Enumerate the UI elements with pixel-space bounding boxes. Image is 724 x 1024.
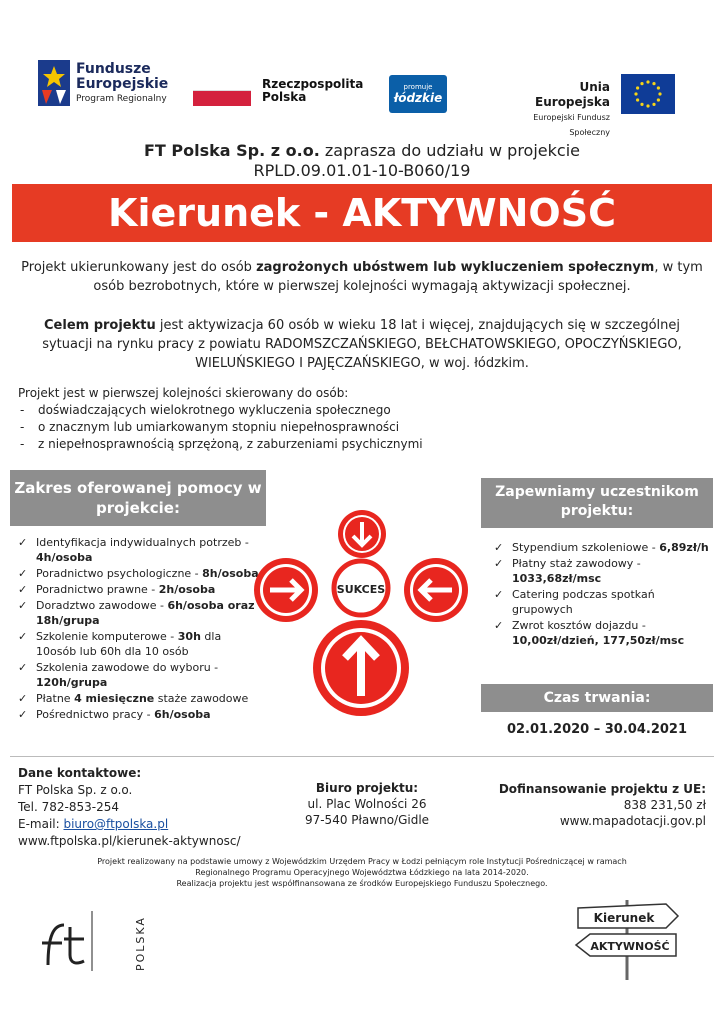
fundusze-europejskie-star-logo-icon [38,60,70,106]
offer-title-box: Zakres oferowanej pomocy w projekcie: [10,470,266,526]
target-list [18,402,618,453]
eu-star-icon [634,92,637,95]
intro-p2-b: jest aktywizacja 60 osób w wieku 18 lat i więcej, znajdujących się w szczególnej sytuacji na rynku pracy z powiatu RADOMSZCZAŃSKIEGO, BEŁCHATOWSKIEGO, OPOCZYŃSKIEGO, WIELUŃSKIEGO I PAJĘCZAŃSKIEGO, w woj. łódzkim. [42,318,682,371]
office-street: ul. Plac Wolności 26 [307,797,427,811]
funding-url[interactable]: www.mapadotacji.gov.pl [559,814,706,828]
eu-star-icon [646,80,649,83]
ft-polska-logo-icon [40,905,160,975]
intro-p1-a: Projekt ukierunkowany jest do osób [21,260,257,275]
fe-line2: Europejskie [76,76,169,92]
provide-title-box: Zapewniamy uczestnikom projektu: [481,478,713,528]
offer-list [14,535,264,723]
sukces-sign-icon [334,561,388,615]
eu-star-icon [640,103,643,106]
contact-email-row: E-mail: biuro@ftpolska.pl [18,817,169,831]
signpost-label-2: AKTYWNOŚĆ [590,940,670,953]
target-item: - o znacznym lub umiarkowanym stopniu niepełnosprawności [18,419,618,436]
intro-p1-b: zagrożonych ubóstwem lub wykluczeniem społecznym [256,260,655,275]
intro-p1-c: , w tym osób bezrobotnych, które w pierwszej kolejności wymagają aktywizacji społecznej. [93,260,703,294]
duration-dates: 02.01.2020 – 30.04.2021 [506,722,688,737]
arrow-down-sign-icon [338,510,386,558]
contact-company: FT Polska Sp. z o.o. [18,783,133,797]
ft-brand-text: POLSKA [134,916,147,971]
contact-phone: Tel. 782-853-254 [18,800,120,814]
lodz-big: łódzkie [393,91,443,105]
provide-item: ✓ Płatny staż zawodowy - 1033,68zł/msc [490,556,716,586]
signpost-label-1: Kierunek [593,911,655,925]
footer-line: Projekt realizowany na podstawie umowy z Wojewódzkim Urzędem Pracy w Łodzi pełniącym role Instytucji Pośredniczącej w ramach [97,857,627,866]
rzeczpospolita-logo [262,78,363,104]
eu-star-icon [640,82,643,85]
eu-star-icon [646,104,649,107]
section-divider [10,756,714,757]
duration-title-box: Czas trwania: [481,684,713,712]
provide-list [490,540,716,649]
footer-line: Realizacja projektu jest współfinansowana ze środków Europejskiego Funduszu Społecznego. [176,879,548,888]
provide-item: ✓ Zwrot kosztów dojazdu - 10,00zł/dzień, 177,50zł/msc [490,618,716,648]
contact-url[interactable]: www.ftpolska.pl/kierunek-aktywnosc/ [18,834,241,848]
contact-block [18,765,278,850]
ue-line2: Europejski Fundusz Społeczny [533,113,610,137]
fe-line3: Program Regionalny [76,94,167,104]
offer-item: ✓ Doradztwo zawodowe - 6h/osoba oraz 18h/grupa [14,598,264,628]
offer-item: ✓ Pośrednictwo pracy - 6h/osoba [14,707,264,722]
email-link[interactable]: biuro@ftpolska.pl [63,817,169,831]
invitation-line [0,141,724,160]
arrow-up-sign-icon [313,620,409,716]
offer-item: ✓ Poradnictwo psychologiczne - 8h/osoba [14,566,264,581]
company-name: FT Polska Sp. z o.o. [144,141,320,160]
footer-note [60,856,664,889]
rp-line1: Rzeczpospolita [262,77,364,91]
offer-item: ✓ Szkolenie komputerowe - 30h dla 10osób lub 60h dla 10 osób [14,629,264,659]
rp-line2: Polska [262,90,307,104]
lodz-small: promuje [403,83,433,91]
provide-item: ✓ Catering podczas spotkań grupowych [490,587,716,617]
fe-line1: Fundusze [76,61,151,77]
office-title: Biuro projektu: [315,781,419,795]
eu-flag-icon [621,74,675,114]
funding-block [468,781,706,829]
road-signs-graphic [250,508,472,730]
eu-star-icon [657,98,660,101]
lodzkie-logo [389,75,447,113]
arrow-right-sign-icon [254,558,318,622]
eu-star-icon [652,82,655,85]
eu-star-icon [636,86,639,89]
target-group [18,385,618,453]
footer-line: Regionalnego Programu Operacyjnego Województwa Łódzkiego na lata 2014-2020. [195,868,529,877]
eu-star-icon [636,98,639,101]
sukces-label: SUKCES [336,583,386,596]
arrow-left-sign-icon [404,558,468,622]
target-lead: Projekt jest w pierwszej kolejności skierowany do osób: [18,386,349,400]
intro-paragraph-1 [20,258,704,296]
intro-p2-a: Celem projektu [44,318,156,333]
offer-item: ✓ Poradnictwo prawne - 2h/osoba [14,582,264,597]
eu-star-icon [658,92,661,95]
fundusze-europejskie-logo [76,62,168,107]
target-item: - z niepełnosprawnością sprzężoną, z zaburzeniami psychicznymi [18,436,618,453]
project-code: RPLD.09.01.01-10-B060/19 [253,161,471,180]
office-block [287,780,447,828]
target-item: - doświadczających wielokrotnego wykluczenia społecznego [18,402,618,419]
intro-paragraph-2 [20,316,704,373]
offer-item: ✓ Szkolenia zawodowe do wyboru - 120h/grupa [14,660,264,690]
provide-item: ✓ Stypendium szkoleniowe - 6,89zł/h [490,540,716,555]
polish-flag-icon [193,90,251,106]
unia-europejska-logo [506,80,610,140]
offer-item: ✓ Identyfikacja indywidualnych potrzeb - 4h/osoba [14,535,264,565]
funding-amount: 838 231,50 zł [623,798,706,812]
offer-item: ✓ Płatne 4 miesięczne staże zawodowe [14,691,264,706]
project-title-banner: Kierunek - AKTYWNOŚĆ [12,184,712,242]
eu-star-icon [652,103,655,106]
eu-star-icon [657,86,660,89]
signpost-icon [572,900,682,980]
invite-text: zaprasza do udziału w projekcie [319,141,580,160]
ue-line1: Unia Europejska [535,80,610,109]
contact-title: Dane kontaktowe: [18,766,142,780]
office-city: 97-540 Pławno/Gidle [304,813,430,827]
funding-title: Dofinansowanie projektu z UE: [498,782,706,796]
